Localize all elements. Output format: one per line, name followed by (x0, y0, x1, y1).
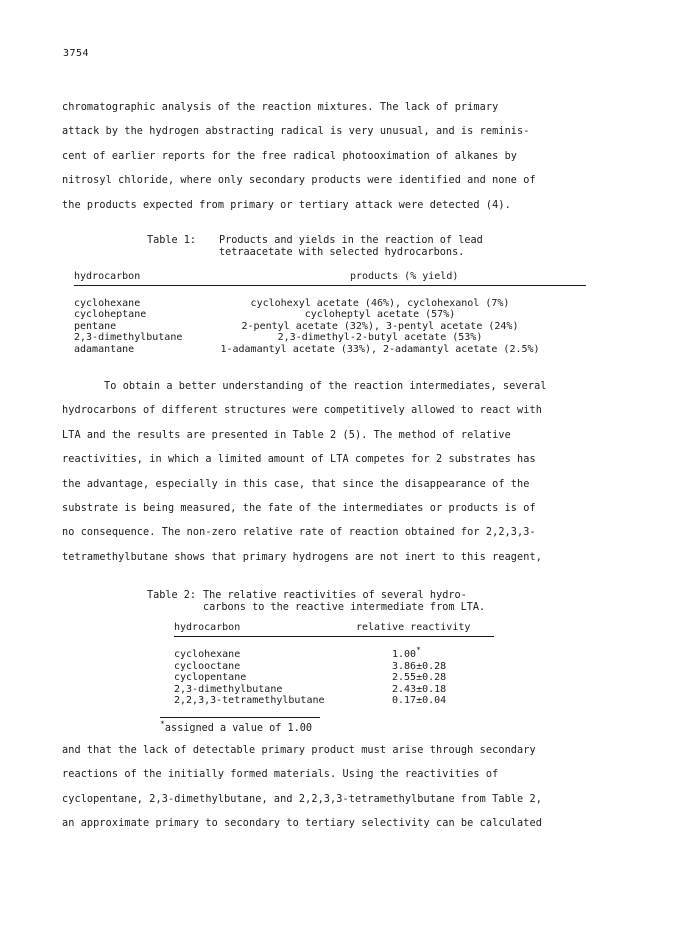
footnote-marker: * (160, 719, 165, 729)
text-line: substrate is being measured, the fate of the intermediates or products is of (62, 503, 536, 515)
reactivity-cell: 3.86±0.28 (392, 660, 447, 672)
table-row (74, 321, 586, 332)
column-header-relative-reactivity: relative reactivity (356, 622, 471, 633)
hydrocarbon-cell: 2,3-dimethylbutane (74, 332, 183, 344)
hydrocarbon-cell: cyclopentane (174, 672, 247, 684)
table-1-body (74, 298, 586, 355)
products-cell: 2,3-dimethyl-2-butyl acetate (53%) (277, 332, 483, 344)
text-line: the products expected from primary or tertiary attack were detected (4). (62, 199, 511, 211)
table-1-caption-line: Products and yields in the reaction of lead (219, 235, 483, 246)
table-2-label: Table 2: (147, 590, 197, 601)
reactivity-cell: 2.55±0.28 (392, 672, 447, 684)
table-2-header (174, 622, 494, 637)
table-2 (174, 622, 494, 707)
table-row (174, 645, 494, 661)
table-2-footnote (160, 719, 313, 734)
page-number: 3754 (63, 48, 90, 59)
table-1-label: Table 1: (147, 235, 197, 246)
hydrocarbon-cell: cyclooctane (174, 660, 241, 672)
text-line: reactions of the initially formed materials. Using the reactivities of (62, 769, 499, 781)
footnote-rule (160, 717, 320, 718)
table-row (174, 672, 494, 684)
table-2-caption-line: The relative reactivities of several hydro- (203, 590, 467, 601)
text-line: reactivities, in which a limited amount of LTA competes for 2 substrates has (62, 454, 536, 466)
table-row (174, 661, 494, 673)
table-2-body (174, 645, 494, 707)
column-header-hydrocarbon: hydrocarbon (74, 271, 141, 282)
products-cell: cyclohexyl acetate (46%), cyclohexanol (7%) (250, 298, 510, 309)
table-2-caption (147, 590, 485, 614)
text-line: cyclopentane, 2,3-dimethylbutane, and 2,2,3,3-tetramethylbutane from Table 2, (62, 793, 542, 805)
text-line: To obtain a better understanding of the reaction intermediates, several (104, 381, 547, 392)
table-row (174, 684, 494, 696)
hydrocarbon-cell: 2,2,3,3-tetramethylbutane (174, 695, 325, 707)
footnote-text: assigned a value of 1.00 (164, 723, 313, 734)
table-row (74, 298, 586, 309)
products-cell: 1-adamantyl acetate (33%), 2-adamantyl acetate (2.5%) (220, 343, 540, 355)
text-line: attack by the hydrogen abstracting radical is very unusual, and is reminis- (62, 126, 530, 138)
table-row (74, 309, 586, 320)
reactivity-cell: 2.43±0.18 (392, 683, 447, 695)
table-row (174, 695, 494, 707)
paragraph-2 (62, 375, 622, 570)
products-cell: 2-pentyl acetate (32%), 3-pentyl acetate (24%) (241, 320, 519, 332)
text-line: tetramethylbutane shows that primary hydrogens are not inert to this reagent, (62, 551, 542, 563)
text-line: hydrocarbons of different structures were competitively allowed to react with (62, 405, 542, 417)
table-row (74, 332, 586, 343)
hydrocarbon-cell: pentane (74, 320, 117, 332)
table-2-caption-line: carbons to the reactive intermediate from LTA. (203, 602, 486, 613)
paragraph-1 (62, 96, 622, 218)
text-line: no consequence. The non-zero relative rate of reaction obtained for 2,2,3,3- (62, 527, 536, 539)
reactivity-cell: 0.17±0.04 (392, 695, 447, 707)
text-line: the advantage, especially in this case, that since the disappearance of the (62, 478, 530, 490)
hydrocarbon-cell: 2,3-dimethylbutane (174, 683, 283, 695)
text-line: cent of earlier reports for the free radical photooximation of alkanes by (62, 150, 518, 162)
hydrocarbon-cell: adamantane (74, 343, 135, 355)
text-line: an approximate primary to secondary to tertiary selectivity can be calculated (62, 818, 542, 830)
reactivity-value: 1.00 (392, 649, 417, 660)
hydrocarbon-cell: cycloheptane (74, 309, 147, 321)
table-1 (74, 271, 586, 355)
column-header-hydrocarbon: hydrocarbon (174, 622, 241, 633)
paragraph-3 (62, 739, 622, 837)
hydrocarbon-cell: cyclohexane (174, 649, 241, 660)
text-line: and that the lack of detectable primary product must arise through secondary (62, 745, 536, 756)
table-1-caption-line: tetraacetate with selected hydrocarbons. (219, 247, 465, 258)
products-cell: cycloheptyl acetate (57%) (304, 309, 456, 321)
table-row (74, 344, 586, 355)
reactivity-cell (392, 645, 421, 660)
text-line: chromatographic analysis of the reaction mixtures. The lack of primary (62, 102, 499, 113)
hydrocarbon-cell: cyclohexane (74, 298, 141, 309)
footnote-marker: * (416, 645, 421, 655)
table-1-caption (147, 235, 483, 259)
table-1-header (74, 271, 586, 286)
text-line: LTA and the results are presented in Table 2 (5). The method of relative (62, 429, 511, 441)
column-header-products: products (% yield) (350, 271, 459, 282)
text-line: nitrosyl chloride, where only secondary products were identified and none of (62, 175, 536, 187)
